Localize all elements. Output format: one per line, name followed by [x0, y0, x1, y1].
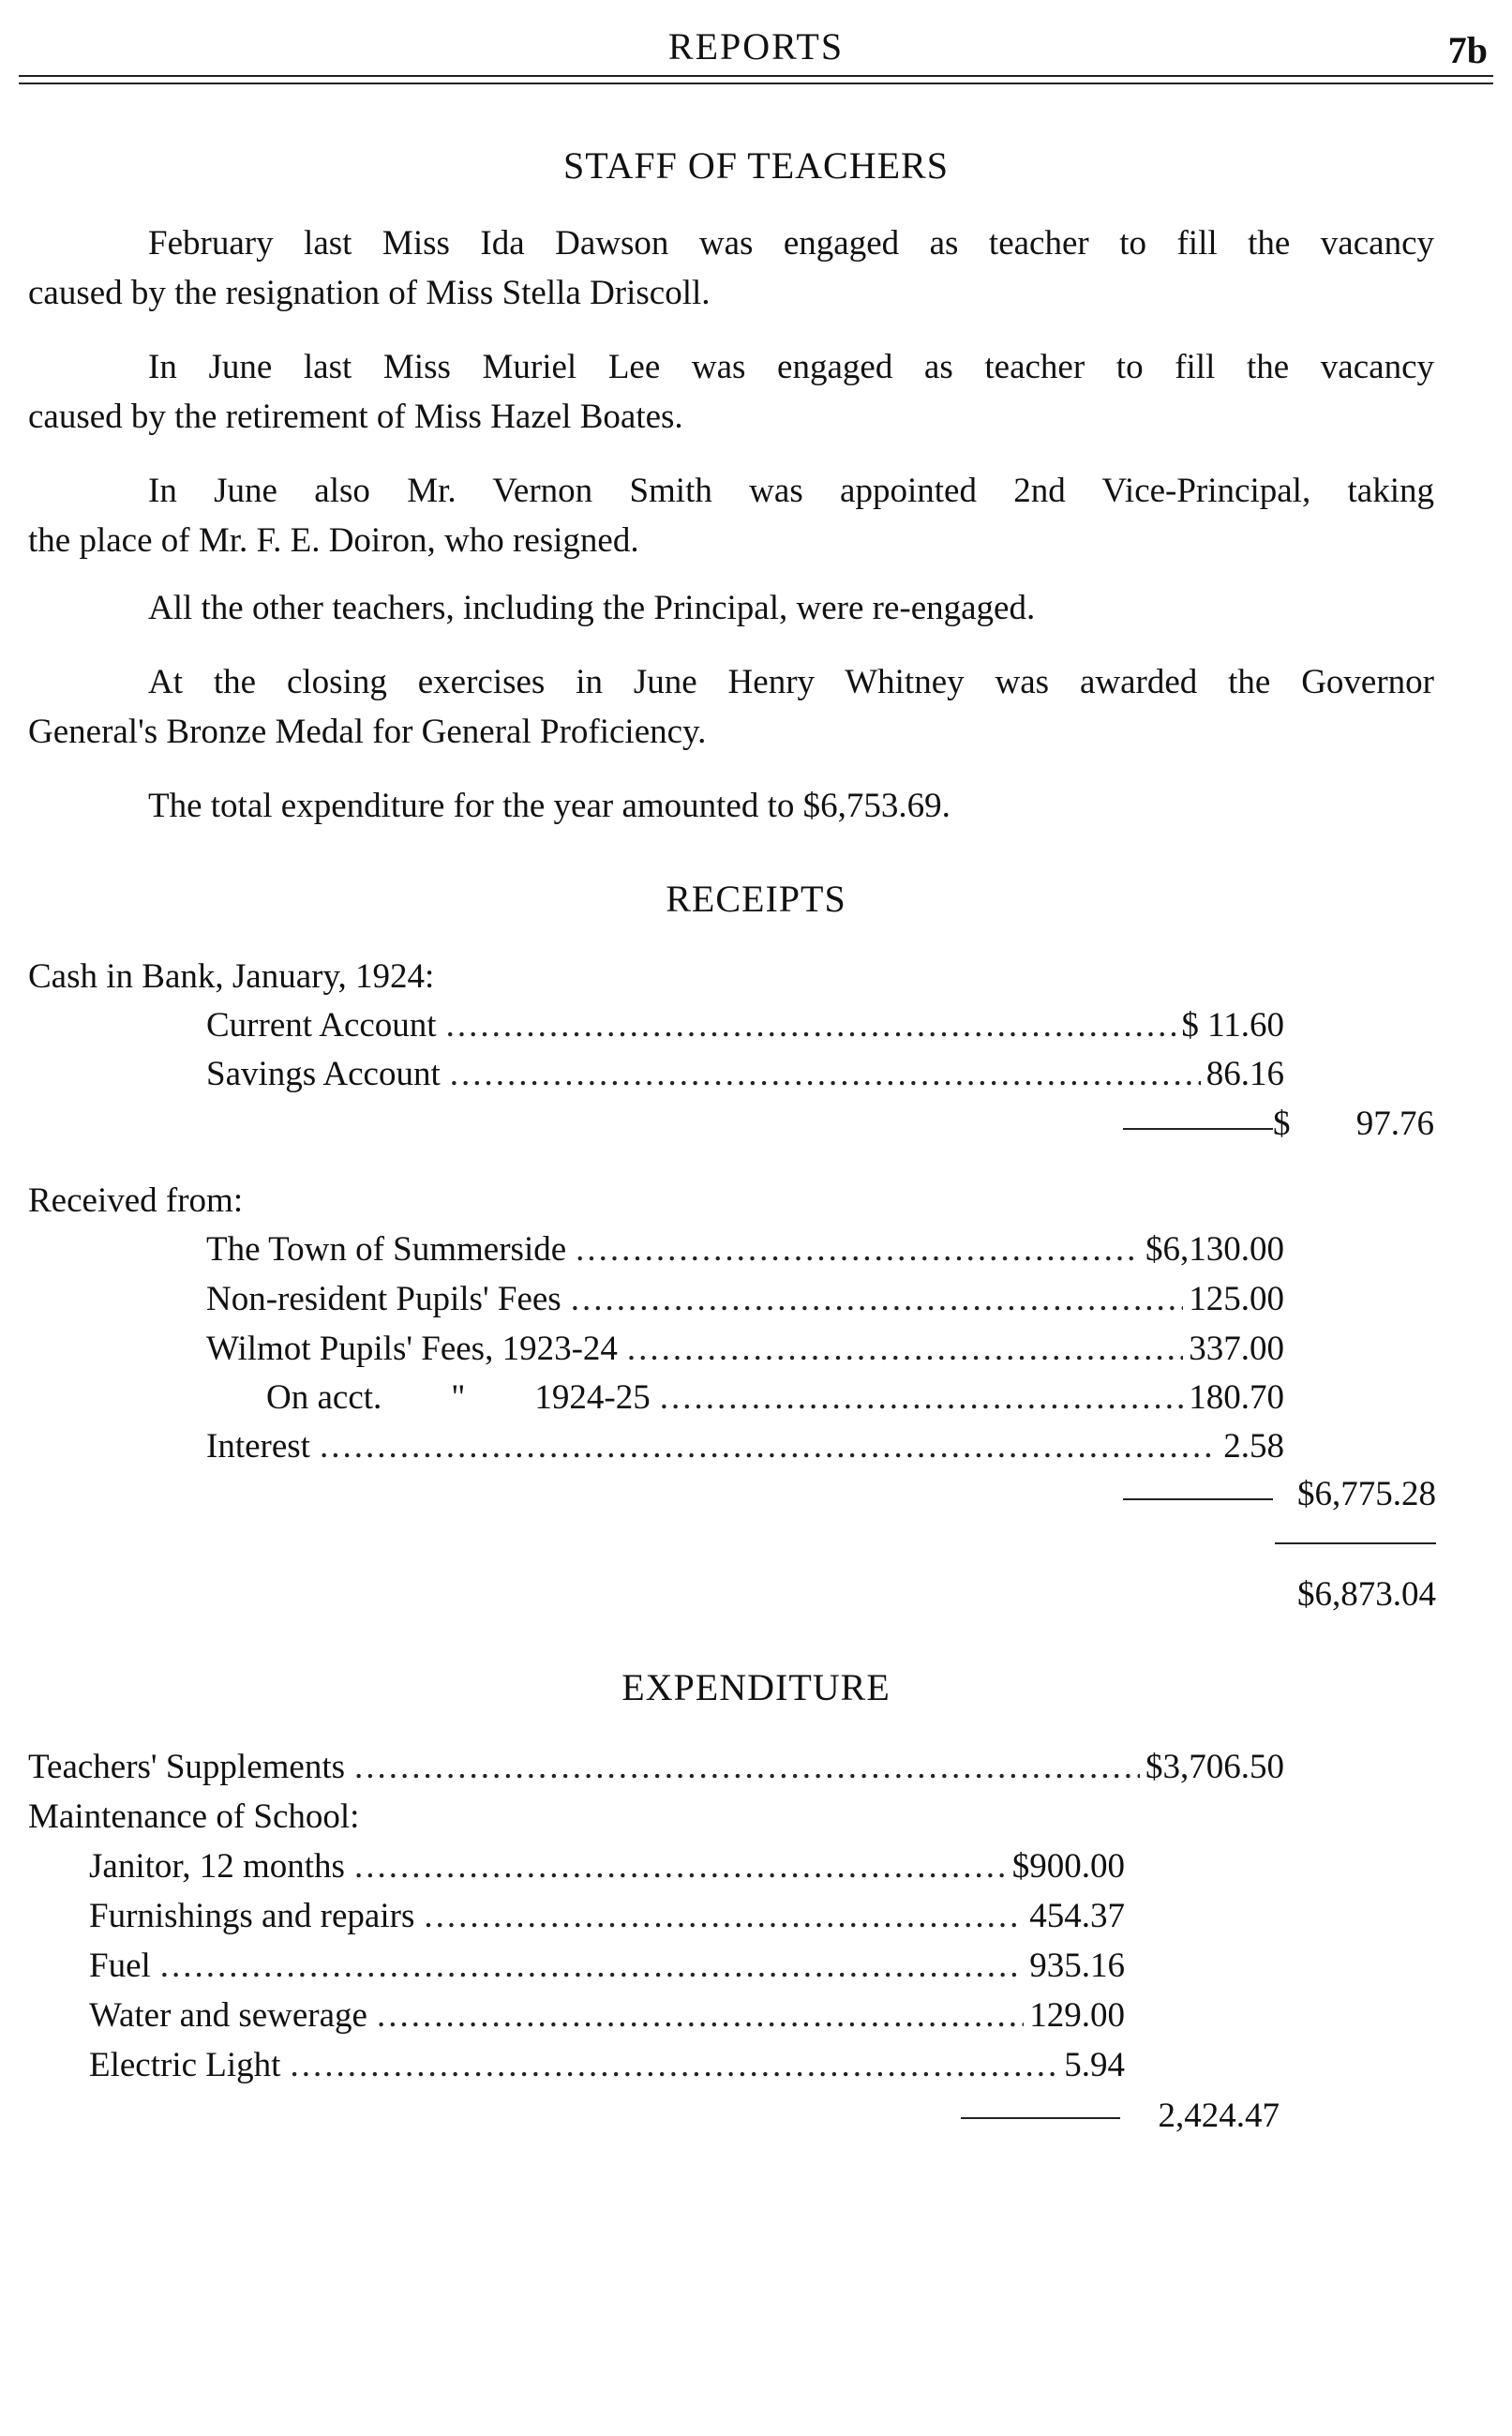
- expense-label: Janitor, 12 months: [89, 1847, 345, 1886]
- paragraph-line: caused by the resignation of Miss Stella Driscoll.: [28, 274, 711, 312]
- expense-amount: 935.16: [1029, 1947, 1125, 1985]
- leader-dots: [571, 1276, 1184, 1323]
- subtotal-rule: [1123, 1498, 1273, 1500]
- receipt-amount: 180.70: [1189, 1378, 1284, 1417]
- receipt-label: Wilmot Pupils' Fees, 1923-24: [206, 1330, 618, 1368]
- receipt-row: [206, 1423, 1284, 1470]
- leader-dots: [627, 1326, 1183, 1373]
- receipt-amount: 125.00: [1189, 1280, 1284, 1318]
- expense-amount: 454.37: [1029, 1897, 1125, 1935]
- staff-paragraph-2: [28, 342, 1434, 442]
- expense-row: [89, 1992, 1125, 2039]
- staff-paragraph-3: [28, 466, 1434, 565]
- leader-dots: [446, 1002, 1176, 1049]
- paragraph-line: February last Miss Ida Dawson was engaged as teacher to fill the vacancy: [148, 224, 1434, 263]
- leader-dots: [160, 1943, 1024, 1990]
- expense-label: Water and sewerage: [89, 1996, 367, 2035]
- staff-paragraph-4: All the other teachers, including the Principal, were re-engaged.: [148, 589, 1036, 627]
- receipt-row: [206, 1326, 1284, 1373]
- subtotal-rule: [961, 2117, 1120, 2119]
- expense-row: [89, 1893, 1125, 1940]
- total-rule: [1275, 1542, 1436, 1544]
- cash-total-dollar-sign: $: [1273, 1105, 1291, 1143]
- receipt-label: Non-resident Pupils' Fees: [206, 1280, 561, 1318]
- expense-row: [89, 1843, 1125, 1890]
- leader-dots: [450, 1051, 1201, 1098]
- teachers-supplements-row: [28, 1744, 1284, 1791]
- savings-account-amount: 86.16: [1205, 1055, 1284, 1093]
- current-account-amount: $ 11.60: [1181, 1006, 1284, 1045]
- receipt-label: The Town of Summerside: [206, 1230, 567, 1269]
- leader-dots: [320, 1423, 1218, 1470]
- paragraph-line: At the closing exercises in June Henry Whitney was awarded the Governor: [148, 663, 1434, 701]
- page-number: 7b: [1447, 29, 1488, 71]
- expense-amount: 129.00: [1029, 1996, 1125, 2035]
- receipt-amount: 337.00: [1189, 1330, 1284, 1368]
- header-rule-bottom: [19, 83, 1493, 84]
- receipt-label: Interest: [206, 1427, 310, 1466]
- staff-paragraph-1: [28, 218, 1434, 318]
- header-rule-top: [19, 75, 1493, 77]
- page-header: [19, 21, 1493, 77]
- leader-dots: [424, 1893, 1024, 1940]
- staff-heading: STAFF OF TEACHERS: [563, 144, 949, 187]
- current-account-label: Current Account: [206, 1006, 437, 1045]
- paragraph-line: the place of Mr. F. E. Doiron, who resigned.: [28, 521, 639, 560]
- running-title: REPORTS: [667, 25, 845, 68]
- receipts-heading: RECEIPTS: [666, 878, 846, 920]
- expense-label: Furnishings and repairs: [89, 1897, 415, 1935]
- receipt-row: [206, 1276, 1284, 1323]
- maintenance-label: Maintenance of School:: [28, 1797, 360, 1836]
- paragraph-line: In June last Miss Muriel Lee was engaged as teacher to fill the vacancy: [148, 348, 1434, 386]
- leader-dots: [290, 2042, 1058, 2089]
- expense-row: [89, 1943, 1125, 1990]
- expense-label: Electric Light: [89, 2046, 281, 2084]
- expense-label: Fuel: [89, 1947, 151, 1985]
- receipt-row: [206, 1226, 1284, 1273]
- paragraph-line: In June also Mr. Vernon Smith was appointed 2nd Vice-Principal, taking: [148, 472, 1434, 510]
- savings-account-row: [206, 1051, 1284, 1098]
- leader-dots: [354, 1843, 1007, 1890]
- leader-dots: [354, 1744, 1140, 1791]
- savings-account-label: Savings Account: [206, 1055, 441, 1093]
- received-total: $6,775.28: [1297, 1475, 1436, 1513]
- expense-amount: 5.94: [1064, 2046, 1125, 2084]
- expense-row: [89, 2042, 1125, 2089]
- maintenance-total: 2,424.47: [1158, 2097, 1280, 2135]
- received-from-label: Received from:: [28, 1181, 244, 1220]
- supplements-amount: $3,706.50: [1145, 1748, 1284, 1786]
- supplements-label: Teachers' Supplements: [28, 1748, 346, 1786]
- staff-paragraph-6: The total expenditure for the year amounted to $6,753.69.: [148, 787, 951, 825]
- leader-dots: [660, 1375, 1184, 1421]
- expenditure-heading: EXPENDITURE: [621, 1666, 891, 1708]
- expense-amount: $900.00: [1011, 1847, 1125, 1886]
- receipts-grand-total: $6,873.04: [1297, 1575, 1436, 1614]
- current-account-row: [206, 1002, 1284, 1049]
- paragraph-line: General's Bronze Medal for General Proficiency.: [28, 713, 707, 751]
- receipt-amount: 2.58: [1223, 1427, 1284, 1466]
- subtotal-rule: [1123, 1128, 1273, 1130]
- paragraph-line: caused by the retirement of Miss Hazel Boates.: [28, 398, 683, 436]
- leader-dots: [576, 1226, 1140, 1273]
- cash-in-bank-label: Cash in Bank, January, 1924:: [28, 957, 435, 996]
- staff-paragraph-5: [28, 657, 1434, 757]
- leader-dots: [377, 1992, 1024, 2039]
- receipt-label: On acct. " 1924-25: [266, 1378, 651, 1417]
- cash-in-bank-total: 97.76: [1355, 1105, 1434, 1143]
- receipt-amount: $6,130.00: [1145, 1230, 1284, 1269]
- receipt-row: [266, 1375, 1284, 1421]
